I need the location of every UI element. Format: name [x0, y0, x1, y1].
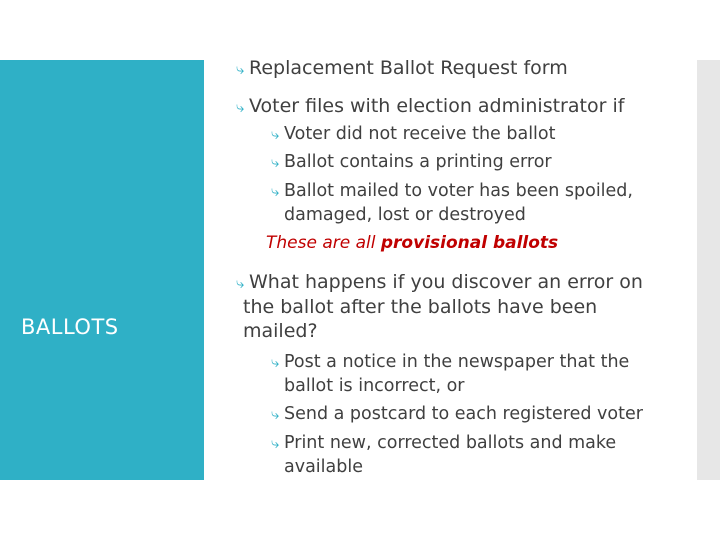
curved-arrow-bullet-icon: ⤷: [236, 98, 245, 116]
bullet-continuation: the ballot after the ballots have been: [243, 296, 598, 318]
bullet-continuation: available: [284, 457, 363, 477]
bullet-text: Voter files with election administrator if: [249, 95, 625, 117]
bullet-text: Ballot contains a printing error: [284, 152, 552, 172]
bullet-text: Voter did not receive the ballot: [284, 124, 556, 144]
curved-arrow-bullet-icon: ⤷: [271, 125, 280, 143]
bullet-continuation: mailed?: [243, 320, 318, 342]
bullet-text: Post a notice in the newspaper that the: [284, 352, 630, 372]
bullet-replacement-form: [236, 56, 568, 81]
curved-arrow-bullet-icon: ⤷: [271, 153, 280, 171]
bullet-text: Ballot mailed to voter has been spoiled,: [284, 181, 633, 201]
bullet-voter-files: [236, 94, 624, 119]
sub-bullet-not-received: [271, 122, 556, 146]
provisional-note: [266, 232, 558, 254]
note-emphasis: provisional ballots: [380, 233, 559, 253]
bullet-discover-error: [236, 270, 643, 343]
bullet-text: Send a postcard to each registered voter: [284, 404, 643, 424]
curved-arrow-bullet-icon: ⤷: [271, 434, 280, 452]
sub-bullet-print-new: [271, 431, 616, 479]
sub-bullet-postcard: [271, 402, 643, 426]
bullet-text: What happens if you discover an error on: [249, 271, 643, 293]
bullet-text: Replacement Ballot Request form: [249, 57, 568, 79]
bullet-text: Print new, corrected ballots and make: [284, 433, 617, 453]
sub-bullet-spoiled: [271, 179, 633, 227]
curved-arrow-bullet-icon: ⤷: [271, 353, 280, 371]
sub-bullet-newspaper: [271, 350, 629, 398]
curved-arrow-bullet-icon: ⤷: [271, 405, 280, 423]
slide-title: BALLOTS: [21, 315, 119, 339]
curved-arrow-bullet-icon: ⤷: [236, 274, 245, 292]
note-prefix: These are all: [266, 233, 381, 253]
bullet-continuation: ballot is incorrect, or: [284, 376, 465, 396]
bullet-continuation: damaged, lost or destroyed: [284, 205, 526, 225]
sub-bullet-printing-error: [271, 150, 552, 174]
curved-arrow-bullet-icon: ⤷: [236, 60, 245, 78]
curved-arrow-bullet-icon: ⤷: [271, 182, 280, 200]
